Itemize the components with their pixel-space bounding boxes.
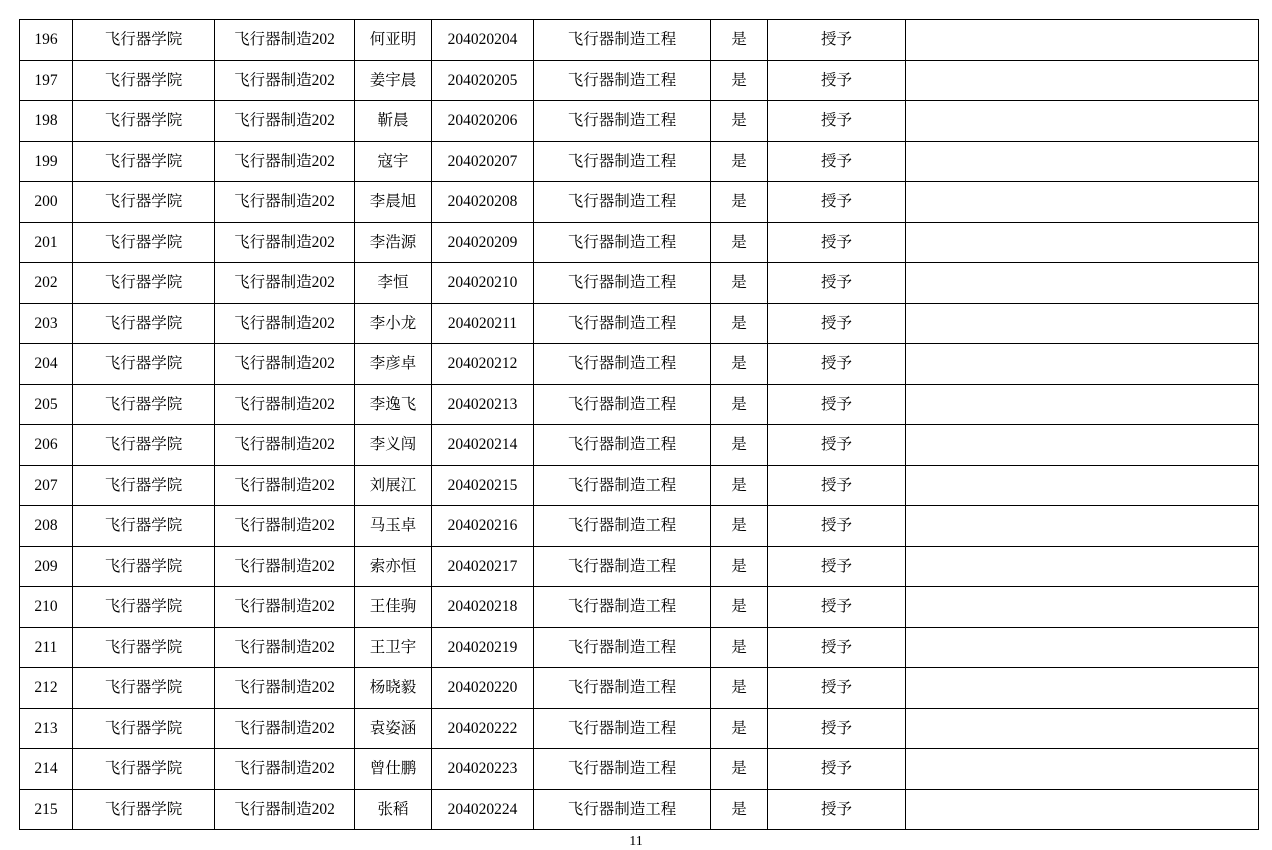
cell-qualified: 是	[711, 141, 768, 182]
document-page	[0, 19, 1272, 850]
cell-grant-status: 授予	[768, 546, 906, 587]
table-body	[20, 20, 1259, 830]
cell-degree: 飞行器制造工程	[534, 587, 711, 628]
table-row	[20, 749, 1259, 790]
cell-grant-status: 授予	[768, 708, 906, 749]
cell-grant-status: 授予	[768, 303, 906, 344]
cell-note	[906, 344, 1259, 385]
cell-qualified: 是	[711, 668, 768, 709]
cell-note	[906, 60, 1259, 101]
cell-name: 李浩源	[355, 222, 432, 263]
cell-major: 飞行器制造202	[215, 789, 355, 830]
cell-grant-status: 授予	[768, 384, 906, 425]
cell-qualified: 是	[711, 182, 768, 223]
cell-college: 飞行器学院	[73, 708, 215, 749]
cell-degree: 飞行器制造工程	[534, 263, 711, 304]
table-row	[20, 263, 1259, 304]
cell-college: 飞行器学院	[73, 789, 215, 830]
cell-name: 王佳驹	[355, 587, 432, 628]
cell-student-id: 204020215	[432, 465, 534, 506]
cell-student-id: 204020212	[432, 344, 534, 385]
table-row	[20, 222, 1259, 263]
cell-major: 飞行器制造202	[215, 587, 355, 628]
cell-grant-status: 授予	[768, 263, 906, 304]
cell-grant-status: 授予	[768, 182, 906, 223]
cell-index: 204	[20, 344, 73, 385]
cell-qualified: 是	[711, 708, 768, 749]
cell-qualified: 是	[711, 101, 768, 142]
cell-note	[906, 141, 1259, 182]
cell-student-id: 204020208	[432, 182, 534, 223]
cell-student-id: 204020207	[432, 141, 534, 182]
cell-note	[906, 587, 1259, 628]
cell-note	[906, 425, 1259, 466]
cell-index: 200	[20, 182, 73, 223]
cell-note	[906, 668, 1259, 709]
cell-student-id: 204020218	[432, 587, 534, 628]
cell-degree: 飞行器制造工程	[534, 303, 711, 344]
cell-grant-status: 授予	[768, 749, 906, 790]
cell-degree: 飞行器制造工程	[534, 425, 711, 466]
cell-major: 飞行器制造202	[215, 749, 355, 790]
cell-degree: 飞行器制造工程	[534, 222, 711, 263]
cell-name: 索亦恒	[355, 546, 432, 587]
cell-index: 213	[20, 708, 73, 749]
cell-name: 李彦卓	[355, 344, 432, 385]
cell-student-id: 204020216	[432, 506, 534, 547]
cell-grant-status: 授予	[768, 101, 906, 142]
cell-major: 飞行器制造202	[215, 668, 355, 709]
cell-degree: 飞行器制造工程	[534, 344, 711, 385]
cell-student-id: 204020204	[432, 20, 534, 61]
cell-note	[906, 182, 1259, 223]
cell-note	[906, 384, 1259, 425]
table-row	[20, 668, 1259, 709]
cell-grant-status: 授予	[768, 789, 906, 830]
cell-note	[906, 101, 1259, 142]
cell-note	[906, 749, 1259, 790]
cell-major: 飞行器制造202	[215, 546, 355, 587]
cell-index: 198	[20, 101, 73, 142]
table-row	[20, 789, 1259, 830]
cell-grant-status: 授予	[768, 222, 906, 263]
cell-student-id: 204020222	[432, 708, 534, 749]
cell-degree: 飞行器制造工程	[534, 506, 711, 547]
cell-degree: 飞行器制造工程	[534, 465, 711, 506]
cell-name: 李逸飞	[355, 384, 432, 425]
cell-major: 飞行器制造202	[215, 101, 355, 142]
cell-index: 196	[20, 20, 73, 61]
cell-student-id: 204020206	[432, 101, 534, 142]
cell-note	[906, 708, 1259, 749]
cell-degree: 飞行器制造工程	[534, 101, 711, 142]
cell-student-id: 204020209	[432, 222, 534, 263]
cell-name: 李恒	[355, 263, 432, 304]
cell-index: 205	[20, 384, 73, 425]
cell-major: 飞行器制造202	[215, 182, 355, 223]
cell-qualified: 是	[711, 222, 768, 263]
cell-college: 飞行器学院	[73, 384, 215, 425]
table-row	[20, 182, 1259, 223]
cell-qualified: 是	[711, 384, 768, 425]
cell-major: 飞行器制造202	[215, 425, 355, 466]
cell-student-id: 204020223	[432, 749, 534, 790]
table-row	[20, 587, 1259, 628]
cell-grant-status: 授予	[768, 141, 906, 182]
cell-major: 飞行器制造202	[215, 20, 355, 61]
cell-student-id: 204020219	[432, 627, 534, 668]
cell-index: 203	[20, 303, 73, 344]
page-number: 11	[629, 834, 643, 849]
cell-degree: 飞行器制造工程	[534, 627, 711, 668]
cell-index: 197	[20, 60, 73, 101]
cell-grant-status: 授予	[768, 506, 906, 547]
cell-college: 飞行器学院	[73, 20, 215, 61]
cell-college: 飞行器学院	[73, 263, 215, 304]
cell-name: 姜宇晨	[355, 60, 432, 101]
cell-name: 张稻	[355, 789, 432, 830]
table-row	[20, 303, 1259, 344]
cell-student-id: 204020213	[432, 384, 534, 425]
cell-major: 飞行器制造202	[215, 506, 355, 547]
cell-name: 靳晨	[355, 101, 432, 142]
cell-name: 李晨旭	[355, 182, 432, 223]
table-row	[20, 20, 1259, 61]
cell-name: 刘展江	[355, 465, 432, 506]
cell-major: 飞行器制造202	[215, 465, 355, 506]
cell-college: 飞行器学院	[73, 506, 215, 547]
cell-note	[906, 20, 1259, 61]
cell-student-id: 204020205	[432, 60, 534, 101]
cell-qualified: 是	[711, 749, 768, 790]
cell-college: 飞行器学院	[73, 182, 215, 223]
cell-degree: 飞行器制造工程	[534, 384, 711, 425]
cell-degree: 飞行器制造工程	[534, 708, 711, 749]
cell-degree: 飞行器制造工程	[534, 668, 711, 709]
cell-note	[906, 789, 1259, 830]
table-row	[20, 546, 1259, 587]
cell-qualified: 是	[711, 344, 768, 385]
cell-degree: 飞行器制造工程	[534, 546, 711, 587]
cell-degree: 飞行器制造工程	[534, 60, 711, 101]
cell-index: 212	[20, 668, 73, 709]
cell-index: 202	[20, 263, 73, 304]
cell-index: 210	[20, 587, 73, 628]
cell-student-id: 204020210	[432, 263, 534, 304]
cell-college: 飞行器学院	[73, 668, 215, 709]
table-row	[20, 425, 1259, 466]
cell-index: 209	[20, 546, 73, 587]
cell-index: 208	[20, 506, 73, 547]
cell-name: 李小龙	[355, 303, 432, 344]
cell-major: 飞行器制造202	[215, 303, 355, 344]
cell-college: 飞行器学院	[73, 141, 215, 182]
cell-college: 飞行器学院	[73, 587, 215, 628]
cell-college: 飞行器学院	[73, 627, 215, 668]
table-row	[20, 627, 1259, 668]
cell-note	[906, 222, 1259, 263]
cell-name: 何亚明	[355, 20, 432, 61]
table-row	[20, 141, 1259, 182]
cell-qualified: 是	[711, 20, 768, 61]
cell-name: 杨晓毅	[355, 668, 432, 709]
cell-qualified: 是	[711, 60, 768, 101]
cell-college: 飞行器学院	[73, 749, 215, 790]
cell-note	[906, 627, 1259, 668]
cell-college: 飞行器学院	[73, 222, 215, 263]
cell-grant-status: 授予	[768, 60, 906, 101]
cell-degree: 飞行器制造工程	[534, 749, 711, 790]
cell-name: 马玉卓	[355, 506, 432, 547]
cell-degree: 飞行器制造工程	[534, 141, 711, 182]
cell-index: 207	[20, 465, 73, 506]
cell-major: 飞行器制造202	[215, 344, 355, 385]
cell-major: 飞行器制造202	[215, 708, 355, 749]
cell-major: 飞行器制造202	[215, 222, 355, 263]
cell-student-id: 204020224	[432, 789, 534, 830]
cell-qualified: 是	[711, 587, 768, 628]
cell-name: 曾仕鹏	[355, 749, 432, 790]
cell-qualified: 是	[711, 546, 768, 587]
cell-major: 飞行器制造202	[215, 627, 355, 668]
table-row	[20, 60, 1259, 101]
cell-student-id: 204020217	[432, 546, 534, 587]
cell-major: 飞行器制造202	[215, 141, 355, 182]
cell-qualified: 是	[711, 263, 768, 304]
cell-index: 206	[20, 425, 73, 466]
cell-college: 飞行器学院	[73, 465, 215, 506]
cell-major: 飞行器制造202	[215, 384, 355, 425]
cell-major: 飞行器制造202	[215, 60, 355, 101]
cell-qualified: 是	[711, 789, 768, 830]
cell-name: 王卫宇	[355, 627, 432, 668]
cell-degree: 飞行器制造工程	[534, 789, 711, 830]
cell-index: 211	[20, 627, 73, 668]
table-row	[20, 101, 1259, 142]
table-row	[20, 465, 1259, 506]
table-row	[20, 344, 1259, 385]
cell-index: 215	[20, 789, 73, 830]
cell-student-id: 204020214	[432, 425, 534, 466]
cell-college: 飞行器学院	[73, 344, 215, 385]
cell-grant-status: 授予	[768, 587, 906, 628]
cell-college: 飞行器学院	[73, 303, 215, 344]
table-row	[20, 708, 1259, 749]
cell-note	[906, 303, 1259, 344]
cell-college: 飞行器学院	[73, 425, 215, 466]
cell-index: 214	[20, 749, 73, 790]
cell-qualified: 是	[711, 627, 768, 668]
cell-degree: 飞行器制造工程	[534, 20, 711, 61]
cell-note	[906, 465, 1259, 506]
cell-student-id: 204020220	[432, 668, 534, 709]
cell-qualified: 是	[711, 425, 768, 466]
cell-index: 201	[20, 222, 73, 263]
cell-qualified: 是	[711, 303, 768, 344]
cell-note	[906, 506, 1259, 547]
cell-grant-status: 授予	[768, 668, 906, 709]
cell-note	[906, 546, 1259, 587]
cell-grant-status: 授予	[768, 465, 906, 506]
cell-degree: 飞行器制造工程	[534, 182, 711, 223]
cell-qualified: 是	[711, 465, 768, 506]
cell-name: 袁姿涵	[355, 708, 432, 749]
table-row	[20, 506, 1259, 547]
cell-grant-status: 授予	[768, 627, 906, 668]
table-row	[20, 384, 1259, 425]
cell-qualified: 是	[711, 506, 768, 547]
cell-note	[906, 263, 1259, 304]
cell-name: 寇宇	[355, 141, 432, 182]
cell-college: 飞行器学院	[73, 546, 215, 587]
cell-index: 199	[20, 141, 73, 182]
cell-college: 飞行器学院	[73, 60, 215, 101]
cell-grant-status: 授予	[768, 425, 906, 466]
cell-student-id: 204020211	[432, 303, 534, 344]
cell-college: 飞行器学院	[73, 101, 215, 142]
cell-grant-status: 授予	[768, 20, 906, 61]
degree-roster-table	[19, 19, 1259, 830]
cell-major: 飞行器制造202	[215, 263, 355, 304]
cell-name: 李义闯	[355, 425, 432, 466]
cell-grant-status: 授予	[768, 344, 906, 385]
